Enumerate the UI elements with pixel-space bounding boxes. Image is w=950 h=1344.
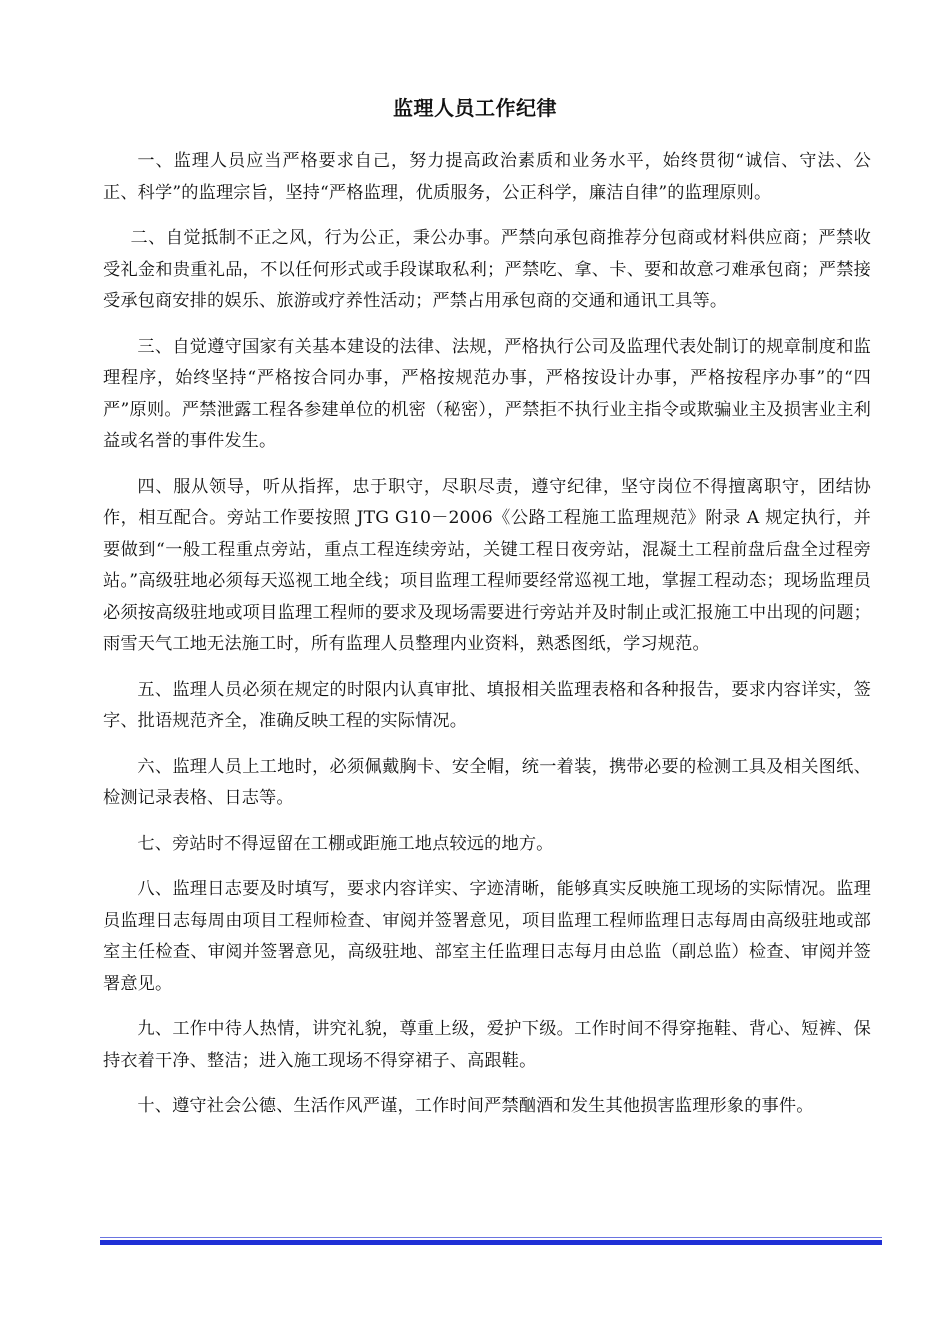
document-body [103,146,871,1137]
paragraph-8: 八、监理日志要及时填写，要求内容详实、字迹清晰，能够真实反映施工现场的实际情况。监理员监理日志每周由项目工程师检查、审阅并签署意见，项目监理工程师监理日志每周由高级驻地或部室主任检查、审阅并签署意见，高级驻地、部室主任监理日志每月由总监（副总监）检查、审阅并签署意见。 [103,879,871,994]
paragraph-7: 七、旁站时不得逗留在工棚或距施工地点较远的地方。 [137,833,554,854]
paragraph-3: 三、自觉遵守国家有关基本建设的法律、法规，严格执行公司及监理代表处制订的规章制度和监理程序，始终坚持“严格按合同办事，严格按规范办事，严格按设计办事，严格按程序办事”的“四严”原则。严禁泄露工程各参建单位的机密（秘密），严禁拒不执行业主指令或欺骗业主及损害业主利益或名誉的事件发生。 [103,336,871,451]
paragraph-6: 六、监理人员上工地时，必须佩戴胸卡、安全帽，统一着装，携带必要的检测工具及相关图纸、检测记录表格、日志等。 [103,756,871,808]
paragraph-1: 一、监理人员应当严格要求自己，努力提高政治素质和业务水平，始终贯彻“诚信、守法、公正、科学”的监理宗旨，坚持“严格监理，优质服务，公正科学，廉洁自律”的监理原则。 [103,151,871,203]
paragraph-2: 二、自觉抵制不正之风，行为公正，秉公办事。严禁向承包商推荐分包商或材料供应商；严禁收受礼金和贵重礼品，不以任何形式或手段谋取私利；严禁吃、拿、卡、要和故意刁难承包商；严禁接受承包商安排的娱乐、旅游或疗养性活动；严禁占用承包商的交通和通讯工具等。 [103,228,871,311]
page-title: 监理人员工作纪律 [393,96,557,120]
footer-rule-thin [100,1237,882,1238]
paragraph-10: 十、遵守社会公德、生活作风严谨，工作时间严禁酗酒和发生其他损害监理形象的事件。 [137,1096,814,1116]
paragraph-5: 五、监理人员必须在规定的时限内认真审批、填报相关监理表格和各种报告，要求内容详实，签字、批语规范齐全，准确反映工程的实际情况。 [103,679,871,731]
paragraph-9: 九、工作中待人热情，讲究礼貌，尊重上级，爱护下级。工作时间不得穿拖鞋、背心、短裤、保持衣着干净、整洁；进入施工现场不得穿裙子、高跟鞋。 [103,1019,871,1071]
footer-rule [100,1240,882,1245]
paragraph-4: 四、服从领导，听从指挥，忠于职守，尽职尽责，遵守纪律，坚守岗位不得擅离职守，团结协作，相互配合。旁站工作要按照 JTG G10－2006《公路工程施工监理规范》附录 A 规定执行，并要做到“一般工程重点旁站，重点工程连续旁站，关键工程日夜旁站，混凝土工程前盘后盘全过程旁站。”高级驻地必须每天巡视工地全线；项目监理工程师要经常巡视工地，掌握工程动态；现场监理员必须按高级驻地或项目监理工程师的要求及现场需要进行旁站并及时制止或汇报施工中出现的问题；雨雪天气工地无法施工时，所有监理人员整理内业资料，熟悉图纸，学习规范。 [103,476,871,654]
